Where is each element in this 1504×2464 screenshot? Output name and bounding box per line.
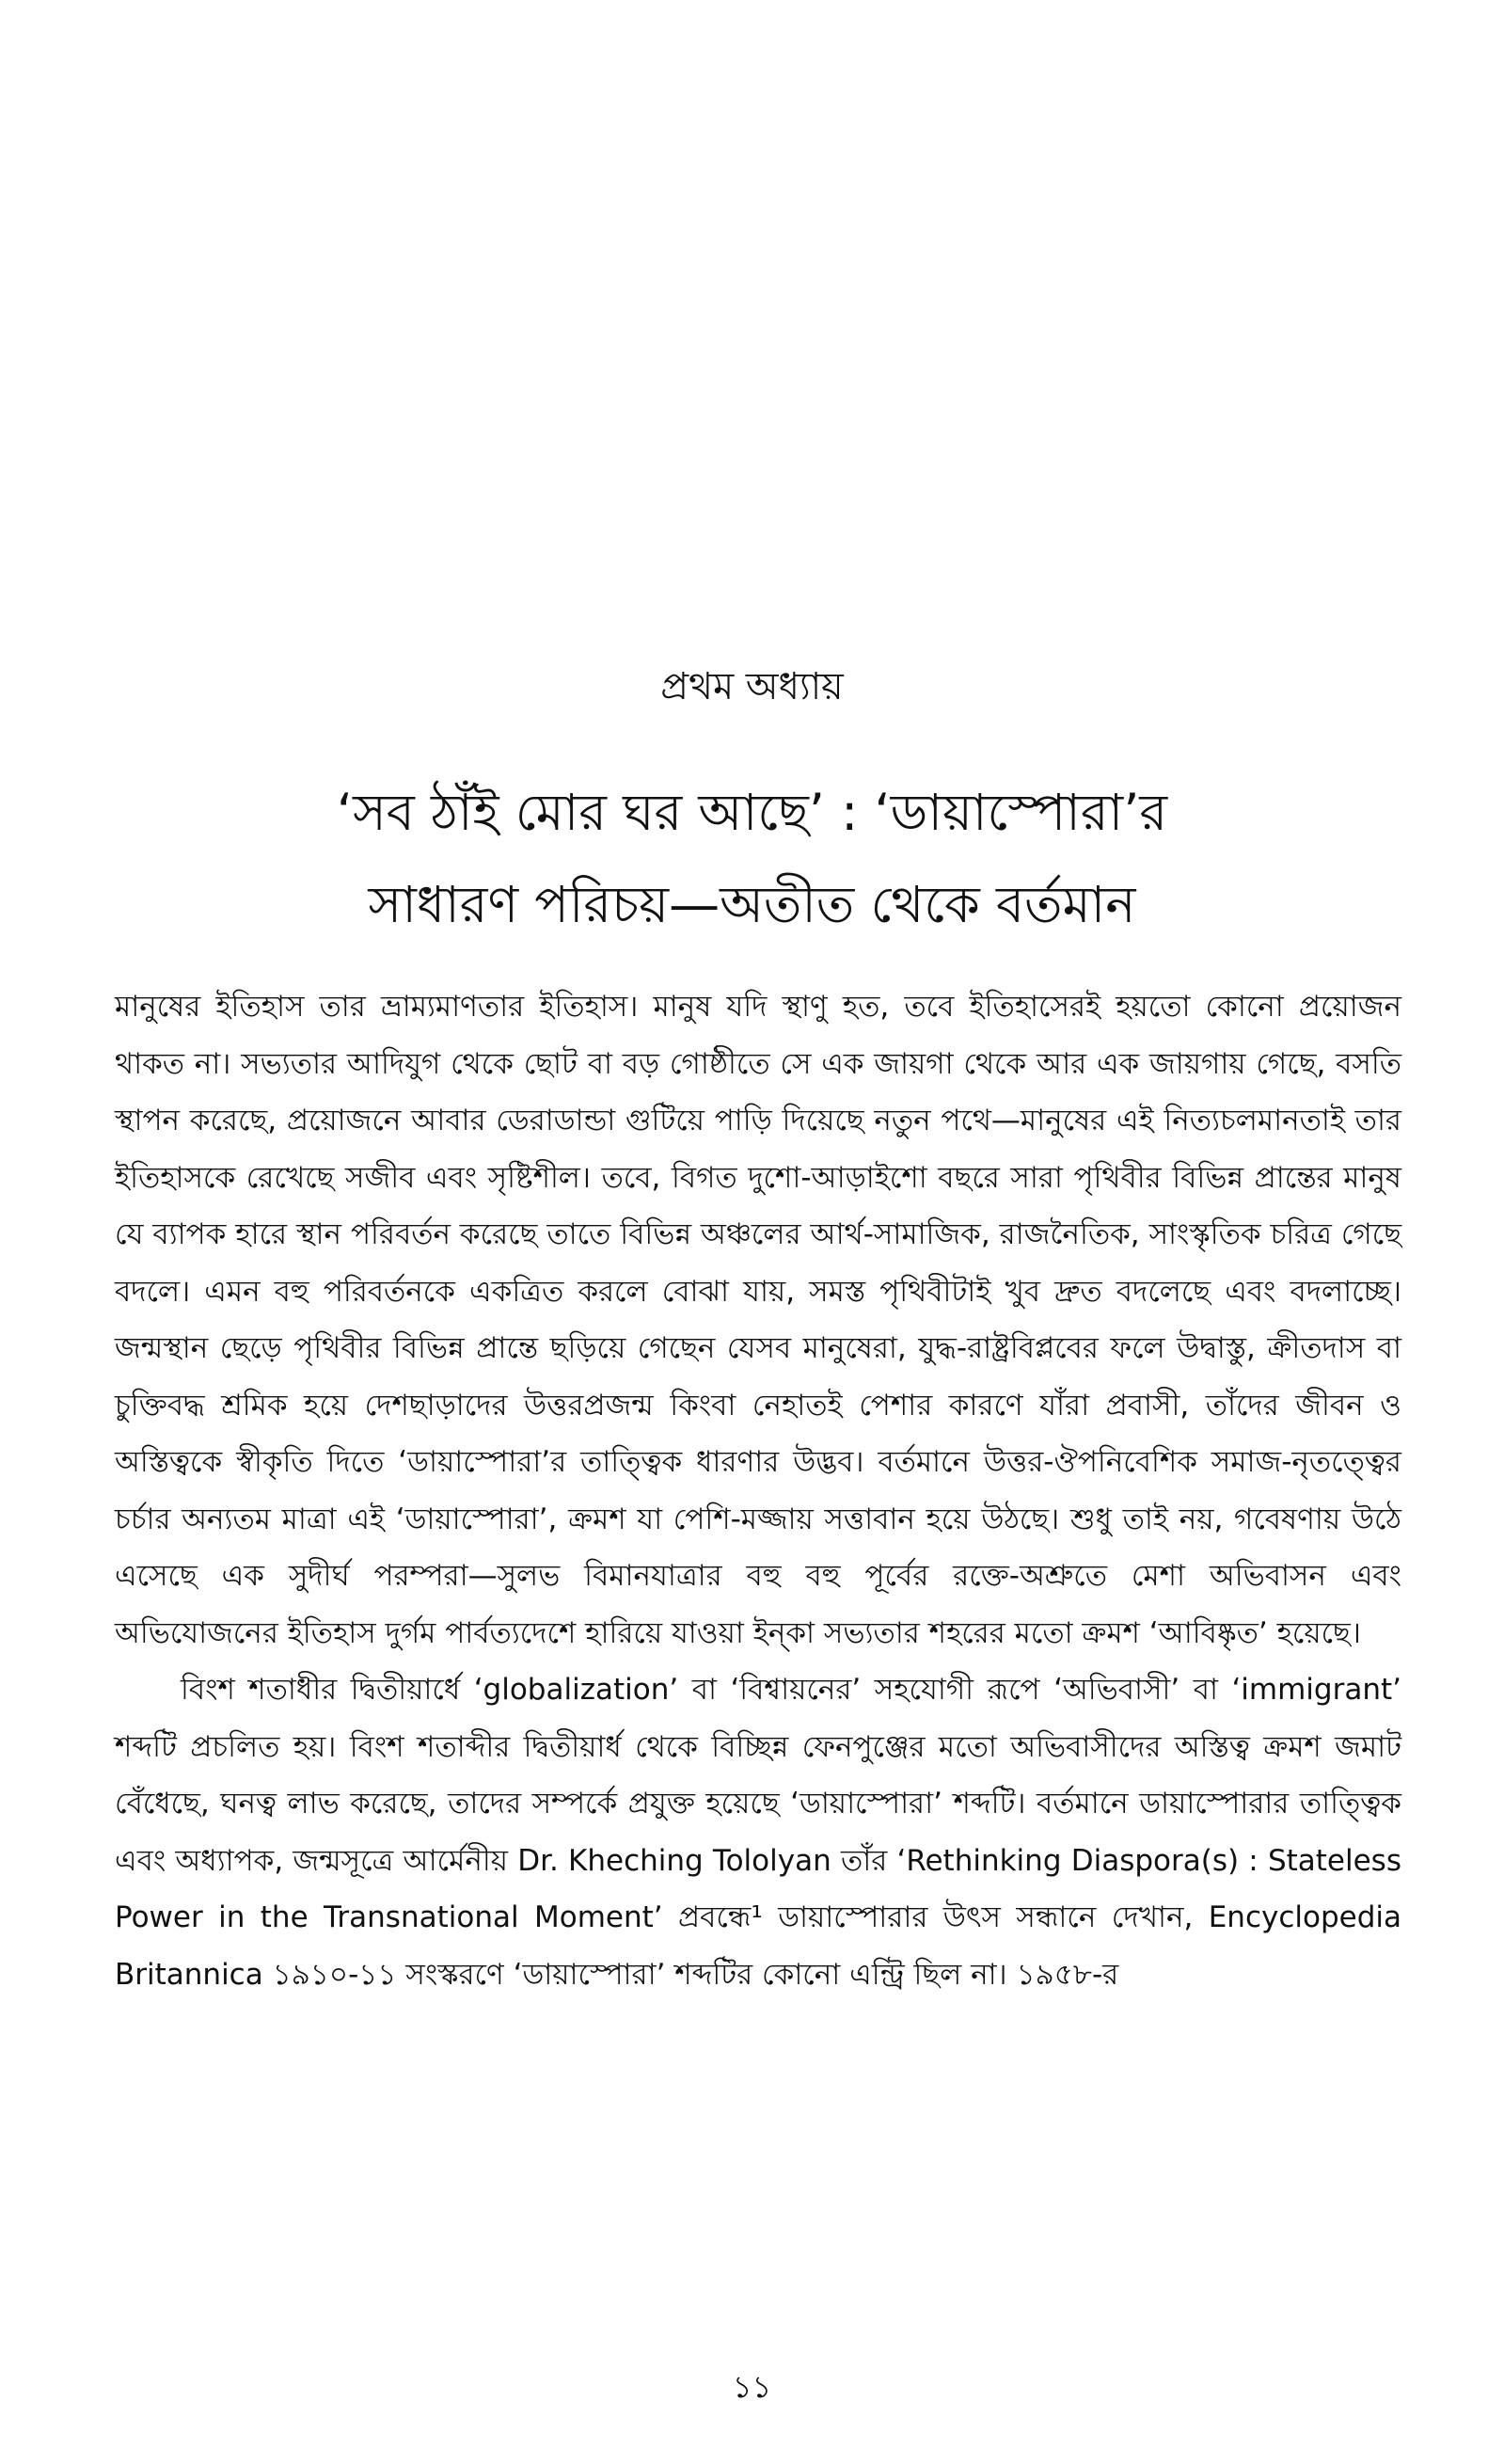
- chapter-title-line-1: ‘সব ঠাঁই মোর ঘর আছে’ : ‘ডায়াস্পোরা’র: [336, 783, 1168, 842]
- paragraph-2: বিংশ শতাধীর দ্বিতীয়ার্ধে ‘globalization’ বা ‘বিশ্বায়নের’ সহযোগী রূপে ‘অভিবাসী’ বা ‘immigrant’ শব্দটি প্রচলিত হয়। বিংশ শতাব্দীর দ্বিতীয়ার্ধ থেকে বিচ্ছিন্ন ফেনপুঞ্জের মতো অভিবাসীদের অস্তিত্ব ক্রমশ জমাট বেঁধেছে, ঘনত্ব লাভ করেছে, তাদের সম্পর্কে প্রযুক্ত হয়েছে ‘ডায়াস্পোরা’ শব্দটি। বর্তমানে ডায়াস্পোরার তাত্ত্বিক এবং অধ্যাপক, জন্মসূত্রে আর্মেনীয় Dr. Kheching Tololyan তাঁর ‘Rethinking Diaspora(s) : Stateless Power in the Transnational Moment’ প্রবন্ধে¹ ডায়াস্পোরার উৎস সন্ধানে দেখান, Encyclopedia Britannica ১৯১০-১১ সংস্করণে ‘ডায়াস্পোরা’ শব্দটির কোনো এন্ট্রি ছিল না। ১৯৫৮-র: [115, 1673, 1401, 1992]
- chapter-title: [141, 767, 1363, 951]
- chapter-label: প্রথম অধ্যায়: [660, 665, 844, 708]
- chapter-title-line-2: সাধারণ পরিচয়—অতীত থেকে বর্তমান: [368, 875, 1136, 934]
- paragraph-1: মানুষের ইতিহাস তার ভ্রাম্যমাণতার ইতিহাস। মানুষ যদি স্থাণু হত, তবে ইতিহাসেরই হয়তো কোনো প্রয়োজন থাকত না। সভ্যতার আদিযুগ থেকে ছোট বা বড় গোষ্ঠীতে সে এক জায়গা থেকে আর এক জায়গায় গেছে, বসতি স্থাপন করেছে, প্রয়োজনে আবার ডেরাডান্ডা গুটিয়ে পাড়ি দিয়েছে নতুন পথে—মানুষের এই নিত্যচলমানতাই তার ইতিহাসকে রেখেছে সজীব এবং সৃষ্টিশীল। তবে, বিগত দুশো-আড়াইশো বছরে সারা পৃথিবীর বিভিন্ন প্রান্তের মানুষ যে ব্যাপক হারে স্থান পরিবর্তন করেছে তাতে বিভিন্ন অঞ্চলের আর্থ-সামাজিক, রাজনৈতিক, সাংস্কৃতিক চরিত্র গেছে বদলে। এমন বহু পরিবর্তনকে একত্রিত করলে বোঝা যায়, সমস্ত পৃথিবীটাই খুব দ্রুত বদলেছে এবং বদলাচ্ছে। জন্মস্থান ছেড়ে পৃথিবীর বিভিন্ন প্রান্তে ছড়িয়ে গেছেন যেসব মানুষেরা, যুদ্ধ-রাষ্ট্রবিপ্লবের ফলে উদ্বাস্তু, ক্রীতদাস বা চুক্তিবদ্ধ শ্রমিক হয়ে দেশছাড়াদের উত্তরপ্রজন্ম কিংবা নেহাতই পেশার কারণে যাঁরা প্রবাসী, তাঁদের জীবন ও অস্তিত্বকে স্বীকৃতি দিতে ‘ডায়াস্পোরা’র তাত্ত্বিক ধারণার উদ্ভব। বর্তমানে উত্তর-ঔপনিবেশিক সমাজ-নৃতত্ত্বের চর্চার অন্যতম মাত্রা এই ‘ডায়াস্পোরা’, ক্রমশ যা পেশি-মজ্জায় সত্তাবান হয়ে উঠছে। শুধু তাই নয়, গবেষণায় উঠে এসেছে এক সুদীর্ঘ পরম্পরা—সুলভ বিমানযাত্রার বহু বহু পূর্বের রক্তে-অশ্রুতে মেশা অভিবাসন এবং অভিযোজনের ইতিহাস দুর্গম পার্বত্যদেশে হারিয়ে যাওয়া ইন্কা সভ্যতার শহরের মতো ক্রমশ ‘আবিষ্কৃত’ হয়েছে।: [115, 990, 1401, 1650]
- page-number: ১১: [732, 2369, 772, 2405]
- body-text: [115, 978, 1401, 2003]
